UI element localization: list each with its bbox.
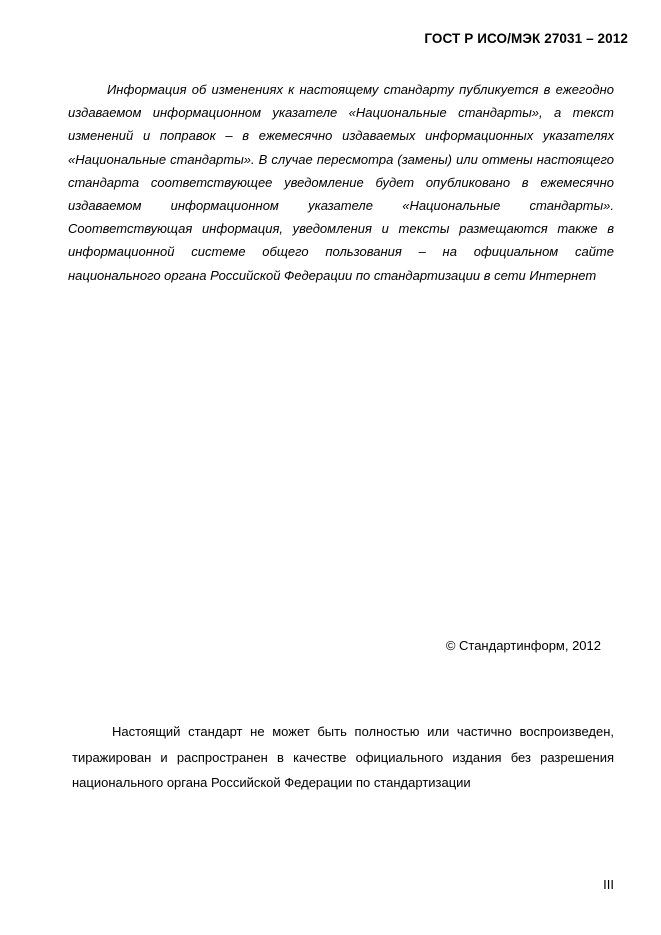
amendments-notice-paragraph: Информация об изменениях к настоящему стандарту публикуется в ежегодно издаваемом информационном указателе «Национальные стандарты», а текст изменений и поправок – в ежемесячно издаваемых информационных указателях «Национальные стандарты». В случае пересмотра (замены) или отмены настоящего стандарта соответствующее уведомление будет опубликовано в ежемесячно издаваемом информационном указателе «Национальные стандарты». Соответствующая информация, уведомления и тексты размещаются также в информационной системе общего пользования – на официальном сайте национального органа Российской Федерации по стандартизации в сети Интернет: [68, 82, 614, 283]
page-number: III: [603, 877, 614, 892]
reproduction-restriction-paragraph: Настоящий стандарт не может быть полностью или частично воспроизведен, тиражирован и распространен в качестве официального издания без разрешения национального органа Российской Федерации по стандартизации: [72, 724, 614, 790]
page-header-standard-code: ГОСТ Р ИСО/МЭК 27031 – 2012: [424, 31, 628, 46]
copyright-line: © Стандартинформ, 2012: [445, 638, 601, 653]
